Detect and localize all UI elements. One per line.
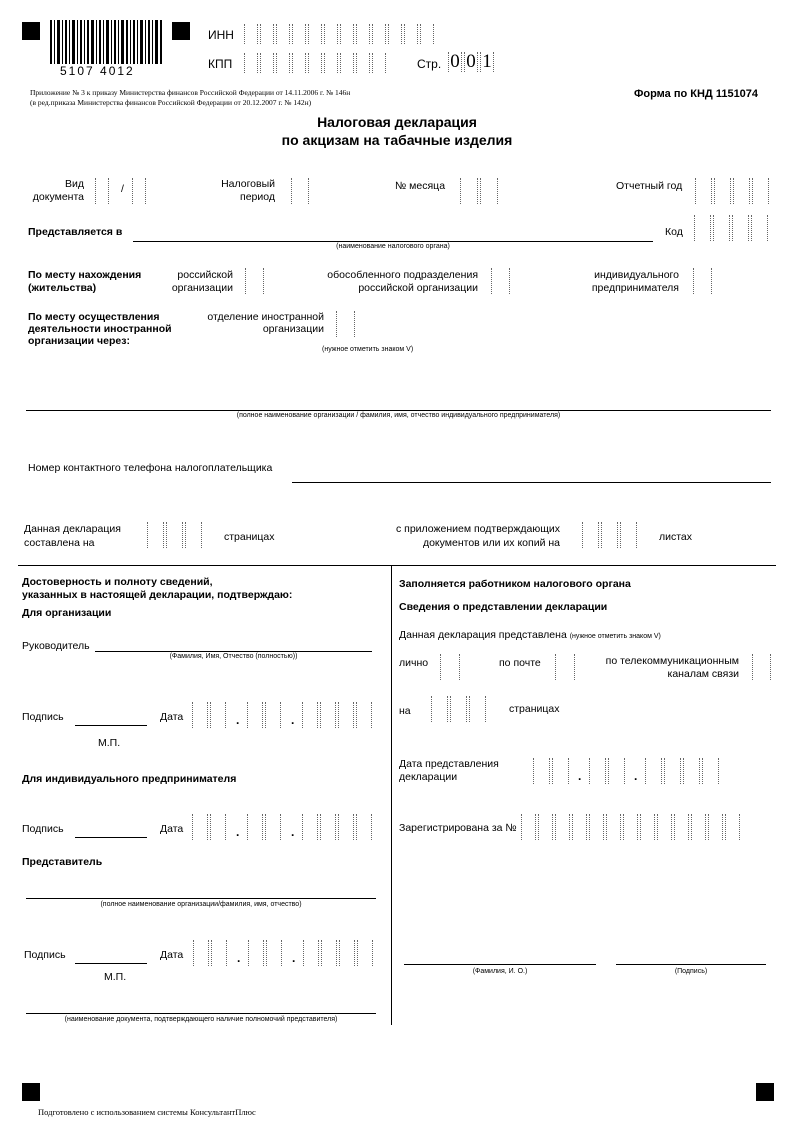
page-subtitle: по акцизам на табачные изделия — [281, 132, 513, 148]
org-sign-date-year[interactable] — [302, 702, 374, 728]
report-year-field[interactable] — [695, 178, 771, 204]
rep-sign-date-year[interactable] — [303, 940, 375, 966]
code-label: Код — [665, 226, 683, 238]
individual-entrepreneur-checkbox[interactable] — [693, 268, 714, 294]
officer-name-field[interactable] — [404, 964, 596, 965]
slash-separator: / — [121, 183, 124, 195]
date-separator: . — [292, 951, 296, 965]
confirmation-title: Достоверность и полноту сведений, — [22, 576, 213, 588]
tax-authority-caption: (наименование налогового органа) — [336, 243, 450, 250]
rep-sign-date-month[interactable] — [248, 940, 284, 966]
submission-date-year[interactable] — [645, 758, 721, 784]
for-organization-heading: Для организации — [22, 607, 112, 619]
corner-marker — [22, 22, 40, 40]
date-separator: . — [578, 769, 582, 783]
entrepreneur-signature-field[interactable] — [75, 837, 147, 838]
presented-hint: (нужное отметить знаком V) — [569, 633, 661, 640]
correction-number-field[interactable] — [132, 178, 148, 204]
authority-document-field[interactable] — [26, 1013, 376, 1014]
org-sign-date-month[interactable] — [247, 702, 283, 728]
officer-signature-caption: (Подпись) — [674, 968, 708, 975]
tax-officer-section-title: Заполняется работником налогового органа — [399, 578, 631, 590]
individual-entrepreneur-label: индивидуального — [594, 269, 679, 281]
org-name-caption: (полное наименование организации / фамилия, имя, отчество индивидуального предпринимателя) — [236, 412, 561, 419]
branch-label-2: российской организации — [358, 282, 478, 294]
tax-authority-code-field[interactable] — [694, 215, 770, 241]
page-label: Стр. — [417, 57, 442, 71]
appendix-sheets-label-2: документов или их копий на — [422, 537, 560, 549]
by-mail-checkbox[interactable] — [555, 654, 577, 680]
rep-sign-date-day[interactable] — [193, 940, 229, 966]
seal-place: М.П. — [98, 737, 121, 749]
page-title: Налоговая декларация — [317, 114, 477, 130]
date-label: Дата — [160, 949, 184, 961]
on-label: на — [399, 705, 411, 717]
org-name-field[interactable] — [26, 410, 771, 411]
submitted-to-label: Представляется в — [28, 226, 123, 238]
submission-info-title: Сведения о представлении декларации — [399, 601, 608, 613]
by-mail-label: по почте — [499, 657, 541, 669]
telecom-label: по телекоммуникационным — [605, 655, 739, 667]
russian-org-label-2: организации — [171, 282, 233, 294]
mark-hint: (нужное отметить знаком V) — [322, 346, 414, 353]
branch-label: обособленного подразделения — [327, 269, 478, 281]
head-label: Руководитель — [22, 640, 90, 652]
foreign-branch-label: отделение иностранной — [207, 311, 324, 323]
officer-name-caption: (Фамилия, И. О.) — [472, 968, 528, 975]
officer-signature-field[interactable] — [616, 964, 766, 965]
corner-marker — [756, 1083, 774, 1101]
signature-field[interactable] — [75, 725, 147, 726]
section-divider — [18, 565, 776, 566]
foreign-branch-checkbox[interactable] — [336, 311, 357, 337]
date-separator: . — [236, 825, 240, 839]
barcode-number: 5107 4012 — [60, 64, 135, 78]
doc-type-label-2: документа — [32, 191, 84, 203]
date-separator: . — [236, 713, 240, 727]
appendix-note-revision: (в ред.приказа Министерства финансов Российской Федерации от 20.12.2007 г. № 142н) — [30, 98, 312, 107]
form-code: Форма по КНД 1151074 — [634, 88, 759, 100]
representative-heading: Представитель — [22, 856, 103, 868]
sheets-word: листах — [659, 531, 693, 543]
doc-type-field[interactable] — [95, 178, 111, 204]
submission-date-day[interactable] — [533, 758, 571, 784]
individual-entrepreneur-label-2: предпринимателя — [591, 282, 679, 294]
location-label: По месту нахождения — [28, 269, 142, 281]
representative-signature-label: Подпись — [24, 949, 66, 961]
date-label: Дата — [160, 823, 184, 835]
registration-number-field[interactable] — [521, 814, 742, 840]
russian-org-label: российской — [177, 269, 233, 281]
authority-document-caption: (наименование документа, подтверждающего наличие полномочий представителя) — [64, 1016, 338, 1023]
submission-date-label: Дата представления — [399, 758, 499, 770]
head-name-field[interactable] — [95, 651, 372, 652]
kpp-label: КПП — [208, 57, 233, 71]
registration-number-label: Зарегистрирована за № — [399, 822, 517, 834]
tax-authority-field[interactable] — [133, 241, 653, 242]
report-year-label: Отчетный год — [616, 180, 683, 192]
tax-period-label: Налоговый — [221, 178, 275, 190]
in-person-label: лично — [399, 657, 429, 669]
date-label: Дата — [160, 711, 184, 723]
page-number-field: 0 0 1 — [448, 52, 496, 72]
phone-field[interactable] — [292, 482, 771, 483]
pages-count-field[interactable] — [147, 522, 204, 548]
tax-period-field[interactable] — [291, 178, 311, 204]
pages-word: страницах — [224, 531, 275, 543]
inn-field[interactable] — [244, 24, 436, 44]
appendix-sheets-field[interactable] — [582, 522, 639, 548]
entrepreneur-signature-label: Подпись — [22, 823, 64, 835]
month-label: № месяца — [395, 180, 446, 192]
column-divider — [391, 565, 392, 1025]
barcode — [50, 20, 162, 64]
foreign-activity-label: По месту осуществления — [28, 311, 160, 323]
location-label-2: (жительства) — [28, 282, 97, 294]
date-separator: . — [291, 825, 295, 839]
date-separator: . — [634, 769, 638, 783]
date-separator: . — [291, 713, 295, 727]
org-sign-date-day[interactable] — [192, 702, 228, 728]
received-pages-word: страницах — [509, 703, 560, 715]
seal-place: М.П. — [104, 971, 127, 983]
received-pages-field[interactable] — [431, 696, 488, 722]
ip-sign-date-year[interactable] — [302, 814, 374, 840]
appendix-sheets-label: с приложением подтверждающих — [395, 523, 560, 535]
corner-marker — [172, 22, 190, 40]
for-entrepreneur-heading: Для индивидуального предпринимателя — [22, 773, 237, 785]
foreign-activity-label-2: деятельности иностранной — [28, 323, 172, 335]
inn-label: ИНН — [208, 28, 234, 42]
date-separator: . — [237, 951, 241, 965]
tax-period-label-2: период — [240, 191, 275, 203]
footer-note: Подготовлено с использованием системы КонсультантПлюс — [38, 1107, 256, 1117]
corner-marker — [22, 1083, 40, 1101]
ip-sign-date-month[interactable] — [247, 814, 283, 840]
branch-checkbox[interactable] — [491, 268, 512, 294]
submission-date-label-2: декларации — [399, 771, 458, 783]
representative-name-caption: (полное наименование организации/фамилия, имя, отчество) — [100, 901, 302, 908]
representative-name-field[interactable] — [26, 898, 376, 899]
month-field[interactable] — [460, 178, 500, 204]
head-name-caption: (Фамилия, Имя, Отчество (полностью)) — [169, 653, 298, 660]
telecom-label-2: каналам связи — [667, 668, 739, 680]
doc-type-label: Вид — [65, 178, 84, 190]
in-person-checkbox[interactable] — [440, 654, 462, 680]
declaration-pages-label: Данная декларация — [24, 523, 121, 535]
telecom-checkbox[interactable] — [752, 654, 773, 680]
russian-org-checkbox[interactable] — [245, 268, 266, 294]
signature-label: Подпись — [22, 711, 64, 723]
submission-date-month[interactable] — [589, 758, 627, 784]
foreign-activity-label-3: организации через: — [28, 335, 130, 347]
declaration-pages-label-2: составлена на — [24, 537, 95, 549]
appendix-note: Приложение № 3 к приказу Министерства финансов Российской Федерации от 14.11.2006 г. № 146н — [30, 88, 351, 97]
confirmation-title-2: указанных в настоящей декларации, подтверждаю: — [22, 589, 293, 601]
phone-label: Номер контактного телефона налогоплательщика — [28, 462, 273, 474]
kpp-field[interactable] — [244, 53, 388, 73]
representative-signature-field[interactable] — [75, 963, 147, 964]
foreign-branch-label-2: организации — [262, 323, 324, 335]
ip-sign-date-day[interactable] — [192, 814, 228, 840]
presented-label: Данная декларация представлена — [399, 629, 567, 641]
